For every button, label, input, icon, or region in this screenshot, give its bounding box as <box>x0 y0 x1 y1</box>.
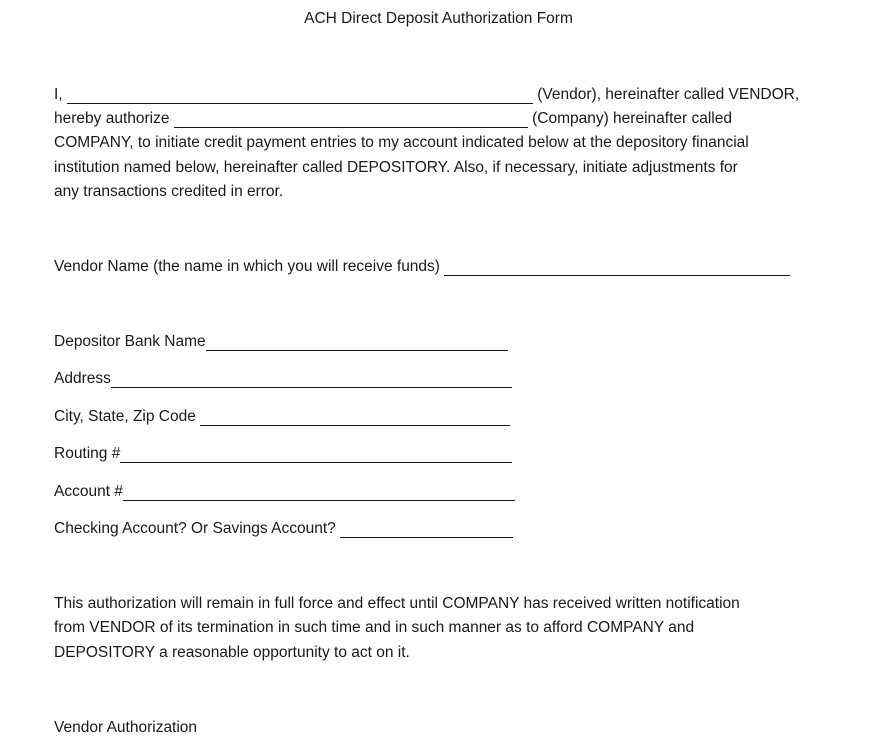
auth-company-suffix: (Company) hereinafter called <box>532 110 732 127</box>
termination-line-1: This authorization will remain in full force and effect until COMPANY has received written notification <box>54 595 740 612</box>
routing-field[interactable] <box>120 447 512 463</box>
account-label: Account # <box>54 483 123 500</box>
account-field[interactable] <box>123 485 515 501</box>
routing-label: Routing # <box>54 445 121 462</box>
city-state-zip-field[interactable] <box>200 410 510 426</box>
company-blank-field[interactable] <box>174 112 528 128</box>
vendor-name-field[interactable] <box>444 260 790 276</box>
auth-prefix-i: I, <box>54 86 63 103</box>
bank-name-field[interactable] <box>206 335 508 351</box>
routing-row <box>54 444 512 464</box>
vendor-blank-field[interactable] <box>67 88 533 104</box>
address-field[interactable] <box>111 372 512 388</box>
termination-line-3: DEPOSITORY a reasonable opportunity to act on it. <box>54 644 410 661</box>
auth-line-1 <box>54 85 799 105</box>
auth-line-2 <box>54 109 732 129</box>
account-type-row <box>54 519 513 539</box>
termination-line-2: from VENDOR of its termination in such time and in such manner as to afford COMPANY and <box>54 619 695 636</box>
bank-name-label: Depositor Bank Name <box>54 333 206 350</box>
vendor-name-label: Vendor Name (the name in which you will receive funds) <box>54 258 440 275</box>
auth-vendor-suffix: (Vendor), hereinafter called VENDOR, <box>537 86 800 103</box>
city-state-zip-label: City, State, Zip Code <box>54 408 196 425</box>
bank-name-row <box>54 332 508 352</box>
vendor-name-row <box>54 257 790 277</box>
auth-line-3: COMPANY, to initiate credit payment entries to my account indicated below at the depository financial <box>54 134 749 151</box>
account-type-label: Checking Account? Or Savings Account? <box>54 520 336 537</box>
auth-line-5: any transactions credited in error. <box>54 183 284 200</box>
address-label: Address <box>54 370 111 387</box>
auth-line-4: institution named below, hereinafter called DEPOSITORY. Also, if necessary, initiate adjustments for <box>54 159 738 176</box>
form-title: ACH Direct Deposit Authorization Form <box>304 10 573 27</box>
city-state-zip-row <box>54 407 510 427</box>
auth-authorize-text: hereby authorize <box>54 110 170 127</box>
address-row <box>54 369 512 389</box>
account-type-field[interactable] <box>340 522 513 538</box>
vendor-authorization-label: Vendor Authorization <box>54 719 198 736</box>
account-row <box>54 482 515 502</box>
